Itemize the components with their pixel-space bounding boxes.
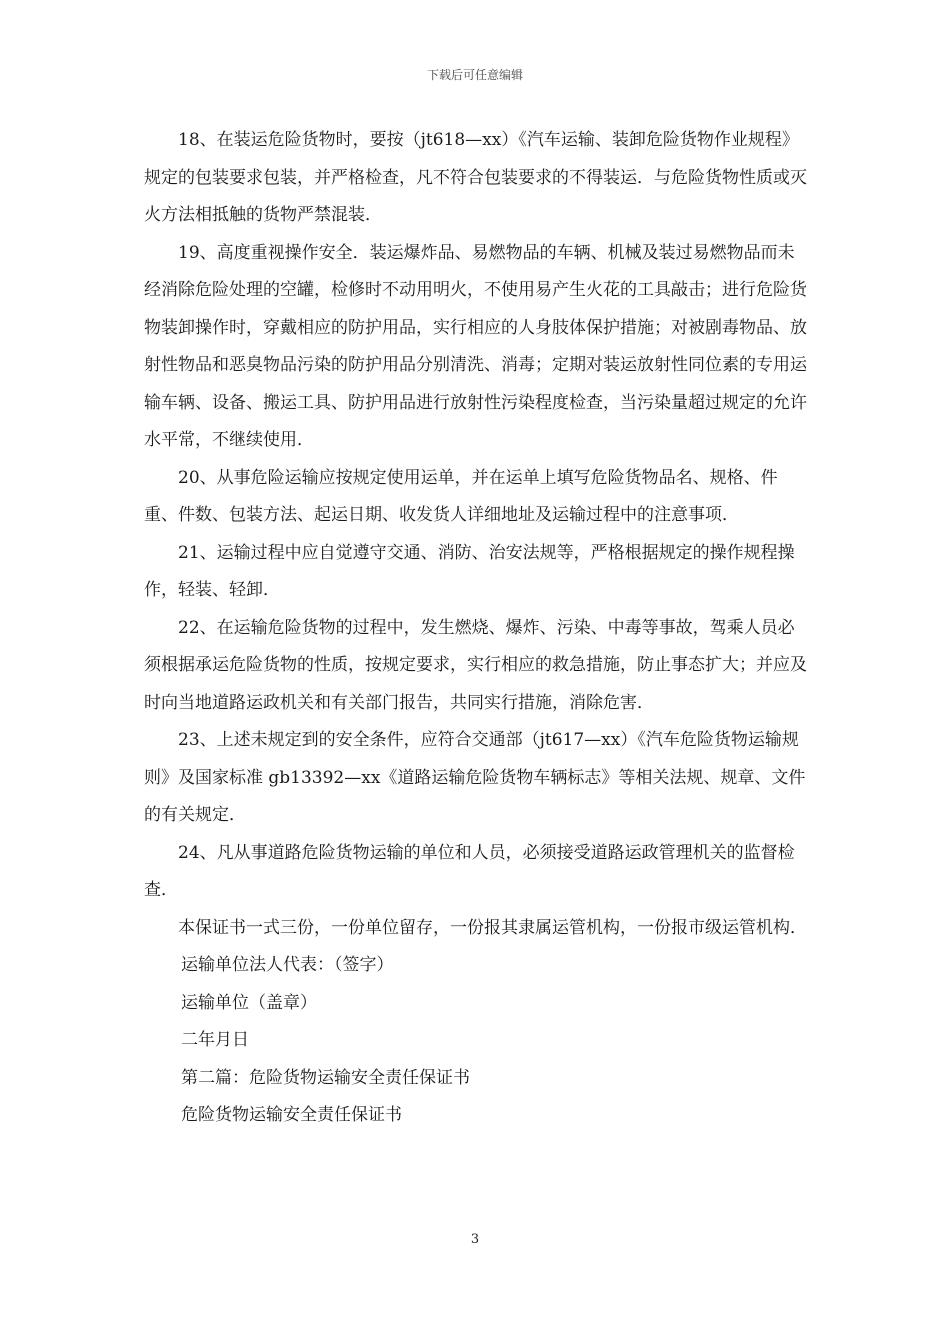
paragraph-24: 24、凡从事道路危险货物运输的单位和人员，必须接受道路运政管理机关的监督检查． — [144, 842, 795, 900]
document-title: 危险货物运输安全责任保证书 — [181, 1105, 402, 1125]
signature-line: 运输单位法人代表：（签字） — [181, 955, 394, 975]
paragraph-23: 23、上述未规定到的安全条件，应符合交通部（jt617—xx）《汽车危险货物运输规则》及国家标准 gb13392—xx《道路运输危险货物车辆标志》等相关法规、规章、文件的有关规定． — [144, 730, 806, 825]
paragraph-20: 20、从事危险运输应按规定使用运单，并在运单上填写危险货物品名、规格、件重、件数、包装方法、起运日期、收发货人详细地址及运输过程中的注意事项． — [144, 467, 778, 525]
paragraph-copies-note: 本保证书一式三份，一份单位留存，一份报其隶属运管机构，一份报市级运管机构． — [178, 917, 807, 938]
page-header-note: 下载后可任意编辑 — [426, 68, 523, 82]
section-heading: 第二篇：危险货物运输安全责任保证书 — [181, 1067, 470, 1088]
seal-line: 运输单位（盖章） — [181, 992, 317, 1013]
page-number: 3 — [470, 1232, 480, 1247]
paragraph-19: 19、高度重视操作安全．装运爆炸品、易燃物品的车辆、机械及装过易燃物品而未经消除危险处理的空罐，检修时不动用明火，不使用易产生火花的工具敲击；进行危险货物装卸操作时，穿戴相应的防护用品，实行相应的人身肢体保护措施；对被剧毒物品、放射性物品和恶臭物品污染的防护用品分别清洗、消毒；定期对装运放射性同位素的专用运输车辆、设备、搬运工具、防护用品进行放射性污染程度检查，当污染量超过规定的允许水平常，不继续使用． — [144, 242, 807, 450]
paragraph-22: 22、在运输危险货物的过程中，发生燃烧、爆炸、污染、中毒等事故，驾乘人员必须根据承运危险货物的性质，按规定要求，实行相应的救急措施，防止事态扩大；并应及时向当地道路运政机关和有关部门报告，共同实行措施，消除危害． — [144, 617, 807, 713]
paragraph-18: 18、在装运危险货物时，要按（jt618—xx）《汽车运输、装卸危险货物作业规程》规定的包装要求包装，并严格检查，凡不符合包装要求的不得装运．与危险货物性质或灭火方法相抵触的货物严禁混装． — [144, 130, 807, 225]
paragraph-21: 21、运输过程中应自觉遵守交通、消防、治安法规等，严格根据规定的操作规程操作，轻装、轻卸． — [144, 542, 795, 600]
document-body — [144, 122, 808, 1135]
date-line: 二年月日 — [181, 1030, 249, 1050]
